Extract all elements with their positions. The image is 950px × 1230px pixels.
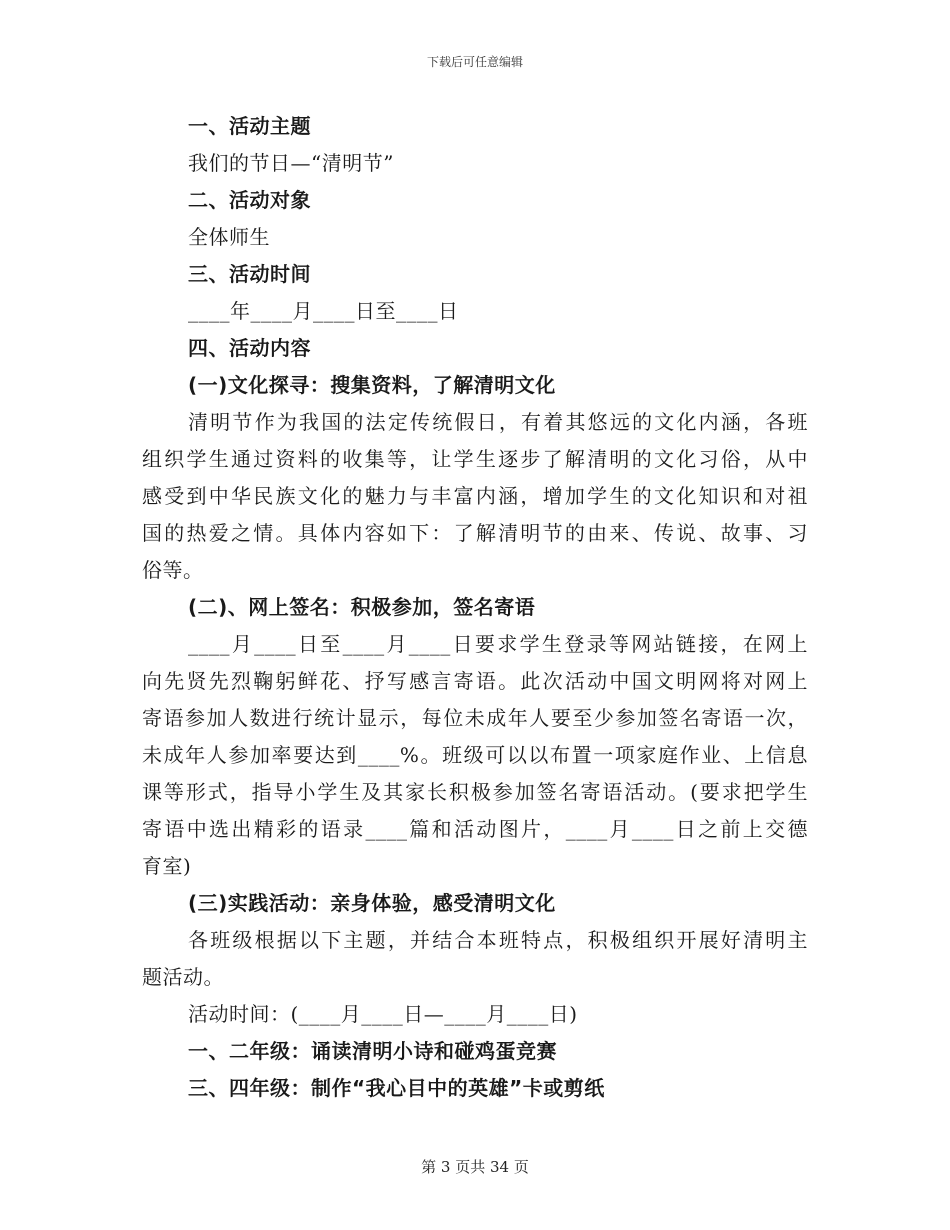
section-heading: 三、四年级：制作“我心目中的英雄”卡或剪纸 [188,1076,605,1100]
section-heading: (三)实践活动：亲身体验，感受清明文化 [188,891,556,915]
text-line: 清明节作为我国的法定传统假日，有着其悠远的文化内涵，各班 [188,410,808,434]
page-header: 下载后可任意编辑 [426,55,523,69]
text-line: 育室) [142,854,192,878]
text-line: 国的热爱之情。具体内容如下：了解清明节的由来、传说、故事、习 [142,521,808,545]
text-line: 我们的节日—“清明节” [188,151,394,175]
page-footer: 第 3 页共 34 页 [421,1158,529,1176]
text-line: 全体师生 [188,225,270,249]
section-heading: 一、活动主题 [188,114,311,138]
text-line: 寄语中选出精彩的语录____篇和活动图片，____月____日之前上交德 [142,817,808,841]
section-heading: 一、二年级：诵读清明小诗和碰鸡蛋竞赛 [188,1039,557,1063]
section-heading: 二、活动对象 [188,188,311,212]
text-line: 寄语参加人数进行统计显示，每位未成年人要至少参加签名寄语一次， [142,706,808,730]
section-heading: 四、活动内容 [188,336,311,360]
text-line: 组织学生通过资料的收集等，让学生逐步了解清明的文化习俗，从中 [142,447,808,471]
text-line: 各班级根据以下主题，并结合本班特点，积极组织开展好清明主 [188,928,808,952]
text-line: 向先贤先烈鞠躬鲜花、抒写感言寄语。此次活动中国文明网将对网上 [142,669,808,693]
text-line: ____年____月____日至____日 [188,299,459,323]
section-heading: 三、活动时间 [188,262,311,286]
text-line: 感受到中华民族文化的魅力与丰富内涵，增加学生的文化知识和对祖 [142,484,808,508]
text-line: ____月____日至____月____日要求学生登录等网站链接，在网上 [188,632,808,656]
section-heading: (一)文化探寻：搜集资料，了解清明文化 [188,373,556,397]
text-line: 未成年人参加率要达到____%。班级可以以布置一项家庭作业、上信息 [142,743,808,767]
text-line: 活动时间：(____月____日—____月____日) [188,1002,578,1026]
document-body [142,108,808,1107]
text-line: 题活动。 [142,965,224,989]
text-line: 俗等。 [142,558,204,582]
text-line: 课等形式，指导小学生及其家长积极参加签名寄语活动。(要求把学生 [142,780,808,804]
section-heading: (二)、网上签名：积极参加，签名寄语 [188,595,536,619]
